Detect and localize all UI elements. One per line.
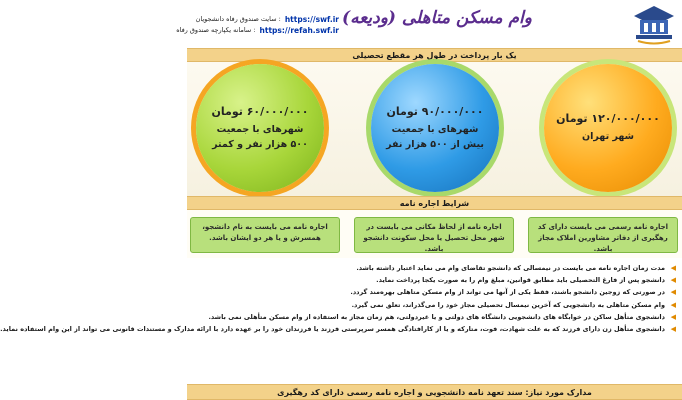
bullet-icon: ◀: [670, 288, 676, 297]
page-header: [176, 0, 682, 48]
refah-url-label: : سامانه یکپارچه صندوق رفاه: [176, 26, 256, 34]
tehran-amount-circle: [544, 64, 672, 192]
list-item: ◀ وام مسکن متاهلی به دانشجویی که آخرین نیمسال تحصیلی مجاز خود را می‌گذراند، تعلق نمی گیرد.: [193, 299, 676, 311]
swf-url-link[interactable]: https://swf.ir: [284, 15, 339, 24]
tehran-desc: شهر تهران: [582, 131, 634, 142]
list-item: ◀ دانشجو پس از فارغ التحصیلی باید مطابق قوانین، مبلغ وام را به صورت یکجا پرداخت نماید.: [193, 274, 676, 286]
small-city-desc: شهرهای با جمعیت ۵۰۰ هزار نفر و کمتر: [212, 123, 308, 150]
list-item: ◀ در صورتی که زوجین دانشجو باشند، فقط یکی از آنها می تواند از وام مسکن متاهلی بهره‌مند گردد.: [193, 286, 676, 298]
list-item: ◀ دانشجوی متأهل زن دارای فرزند که به علت شهادت، فوت، متارکه و یا از کارافتادگی همسر سرپرستی فرزند یا فرزندان خود را بر عهده دارد با ارائه مدارک و مستندات قانونی می تواند از این وام استفاده نماید.: [193, 323, 676, 335]
loan-amounts-section: [187, 62, 682, 196]
link-row-swf: [189, 14, 339, 25]
notes-list: [0, 260, 682, 384]
tehran-amount: ۱۲۰/۰۰۰/۰۰۰ تومان: [556, 112, 660, 125]
payment-bar: یک بار پرداخت در طول هر مقطع تحصیلی: [187, 48, 682, 62]
bullet-icon: ◀: [670, 312, 676, 321]
large-city-amount-circle: [371, 64, 499, 192]
link-row-refah: [176, 25, 339, 36]
list-item: ◀ مدت زمان اجاره نامه می بایست در نیمسالی که دانشجو تقاضای وام می نماید اعتبار داشته باشد.: [193, 262, 676, 274]
conditions-bar: شرایط اجاره نامه: [187, 196, 682, 210]
bullet-icon: ◀: [670, 264, 676, 272]
bullet-icon: ◀: [670, 276, 676, 285]
page-title: وام مسکن متاهلی (ودیعه): [342, 8, 532, 28]
list-item: ◀ دانشجوی متأهل ساکن در خوابگاه های دانشجویی دانشگاه های دولتی و یا غیردولتی، هم زمان مجاز به استفاده از وام مسکن متأهلی نمی باشد.: [193, 311, 676, 323]
large-city-amount: ۹۰/۰۰۰/۰۰۰ تومان: [386, 104, 484, 118]
small-city-amount: ۶۰/۰۰۰/۰۰۰ تومان: [211, 104, 309, 118]
swf-url-label: : سایت صندوق رفاه دانشجویان: [195, 15, 281, 23]
bullet-icon: ◀: [670, 325, 676, 334]
large-city-desc: شهرهای با جمعیت بیش از ۵۰۰ هزار نفر: [386, 123, 484, 150]
small-city-amount-circle: [196, 64, 324, 192]
swf-logo-icon: [630, 4, 678, 46]
condition-box-tracking-code: اجاره نامه رسمی می بایست دارای کد رهگیری از دفاتر مشاورین املاک مجاز باشد.: [528, 217, 678, 253]
lease-conditions: [187, 210, 682, 258]
website-links: [176, 14, 339, 36]
condition-box-tenant-name: اجاره نامه می بایست به نام دانشجو، همسرش و یا هر دو ایشان باشد.: [190, 217, 340, 253]
condition-box-location: اجاره نامه از لحاظ مکانی می بایست در شهر محل تحصیل یا محل سکونت دانشجو باشد.: [354, 217, 514, 253]
bullet-icon: ◀: [670, 300, 676, 309]
documents-bar: مدارک مورد نیاز: سند تعهد نامه دانشجویی و اجاره نامه رسمی دارای کد رهگیری: [187, 384, 682, 400]
refah-url-link[interactable]: https://refah.swf.ir: [259, 26, 339, 35]
